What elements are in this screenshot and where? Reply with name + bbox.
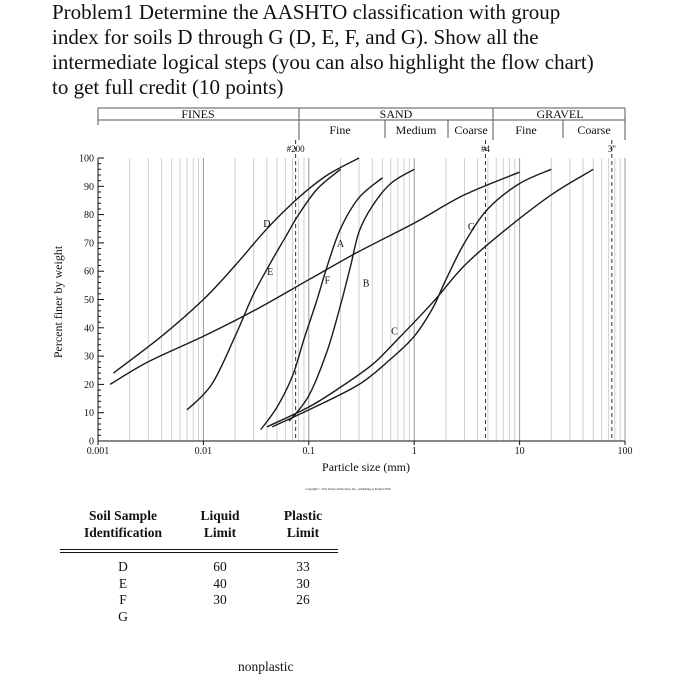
sieve-marker-label: #4 (481, 144, 491, 154)
table-body (60, 559, 338, 674)
cell-sample: D (118, 559, 128, 574)
table-header-row-2 (60, 525, 338, 542)
header-sand-fine: Fine (329, 123, 351, 137)
table-rule-bottom (60, 552, 338, 553)
table-row (60, 559, 338, 576)
cell-liquid-limit: 60 (213, 559, 227, 574)
curve-e (187, 169, 340, 410)
curve-label-f: F (324, 275, 331, 287)
y-axis-label: Percent finer by weight (51, 245, 65, 359)
copyright-note: Copyright © 2011 Pearson Education, Inc., publishing as Prentice Hall (305, 487, 391, 491)
table-row (60, 592, 338, 609)
cell-sample: E (118, 575, 128, 591)
x-tick-label: 100 (617, 446, 633, 457)
header-soil-sample: Soil Sample (89, 508, 157, 523)
header-gravel-coarse: Coarse (577, 123, 611, 137)
curve-label-e: E (267, 267, 274, 279)
problem-line-2: index for soils D through G (D, E, F, and G). Show all the (52, 25, 539, 49)
problem-line-4: to get full credit (10 points) (52, 75, 284, 99)
chart-curve-labels (263, 219, 475, 338)
y-tick-label: 90 (84, 181, 94, 193)
chart-grid (98, 140, 625, 441)
curve-label-a: A (336, 238, 345, 250)
header-gravel: GRAVEL (536, 107, 584, 121)
problem-line-3: intermediate logical steps (you can also highlight the flow chart) (52, 50, 594, 74)
y-tick-label: 60 (84, 266, 94, 278)
header-identification: Identification (83, 525, 162, 540)
header-liquid-limit: Limit (203, 525, 237, 540)
curve-label-c: C (391, 326, 398, 338)
y-tick-label: 50 (84, 295, 94, 306)
header-sand-coarse: Coarse (454, 123, 488, 137)
cell-plastic-limit: 33 (296, 559, 310, 574)
header-plastic: Plastic (283, 508, 323, 523)
curve-label-b: B (362, 278, 370, 290)
curve-label-d: D (263, 219, 271, 231)
x-tick-label: 1 (411, 446, 417, 457)
problem-line-1: Problem1 Determine the AASHTO classification with group (52, 0, 561, 24)
x-axis-label: Particle size (mm) (322, 460, 410, 474)
header-fines: FINES (181, 107, 215, 121)
cell-liquid-limit: 40 (213, 575, 227, 591)
y-tick-label: 20 (84, 379, 94, 391)
header-gravel-fine: Fine (515, 123, 537, 137)
header-liquid: Liquid (200, 508, 240, 523)
table-rule-top (60, 549, 338, 550)
chart-header (98, 107, 625, 140)
chart-axes (79, 144, 633, 457)
curve-c (267, 169, 593, 427)
chart-curves (110, 158, 593, 430)
y-tick-label: 40 (84, 323, 94, 335)
cell-plastic-limit: 26 (296, 592, 310, 607)
table-row (60, 609, 338, 626)
y-tick-label: 30 (84, 351, 94, 363)
sieve-marker-label: #200 (286, 144, 305, 154)
sieve-marker-label: 3" (607, 144, 616, 154)
cell-plastic-limit: 30 (296, 575, 310, 591)
curve-d (113, 158, 359, 373)
nonplastic-note: nonplastic (238, 659, 294, 674)
y-tick-label: 70 (84, 238, 94, 250)
x-tick-label: 10 (514, 446, 525, 457)
x-tick-label: 0.01 (194, 446, 213, 457)
curve-label-g: G (467, 221, 476, 233)
header-sand: SAND (379, 107, 413, 121)
cell-sample: F (119, 592, 127, 607)
y-tick-label: 100 (79, 153, 94, 165)
cell-sample: G (118, 608, 128, 624)
header-sand-medium: Medium (395, 123, 437, 137)
x-tick-label: 0.1 (302, 446, 316, 457)
table-header-row-1 (60, 508, 338, 525)
header-plastic-limit: Limit (286, 525, 320, 540)
y-tick-label: 0 (89, 436, 94, 448)
y-tick-label: 80 (84, 210, 94, 222)
x-tick-label: 0.001 (86, 446, 110, 457)
y-tick-label: 10 (84, 408, 94, 420)
cell-liquid-limit: 30 (213, 592, 227, 607)
table-row (60, 576, 338, 593)
soil-sample-table (60, 508, 338, 674)
